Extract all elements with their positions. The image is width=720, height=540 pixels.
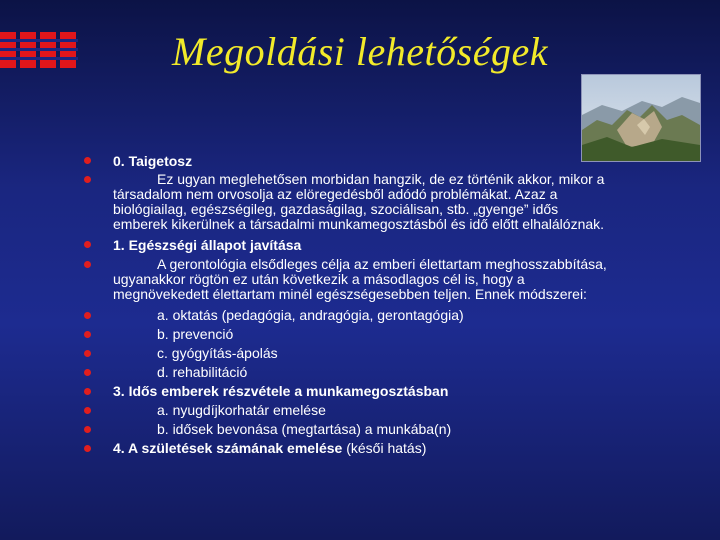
sub-item: d. rehabilitáció [157, 364, 248, 380]
text-line: megnövekedett élettartam minél egészségesebben teljen. Ennek módszerei: [113, 286, 587, 302]
bullet-icon [84, 176, 91, 183]
item-health-status: 1. Egészségi állapot javítása [113, 237, 302, 253]
sub-item: a. nyugdíjkorhatár emelése [157, 402, 326, 418]
bullet-icon [84, 331, 91, 338]
sub-item: a. oktatás (pedagógia, andragógia, gerontagógia) [157, 307, 464, 323]
sub-item: b. prevenció [157, 326, 234, 342]
slide-title: Megoldási lehetőségek [172, 29, 548, 74]
bullet-icon [84, 407, 91, 414]
item-taigetosz: 0. Taigetosz [113, 153, 193, 169]
bullet-icon [84, 388, 91, 395]
item-birth-rate-bold: 4. A születések számának emelése [113, 440, 343, 456]
sub-item: b. idősek bevonása (megtartása) a munkába(n) [157, 421, 452, 437]
sub-item: c. gyógyítás-ápolás [157, 345, 278, 361]
item-work-participation: 3. Idős emberek részvétele a munkamegosztásban [113, 383, 449, 399]
item-birth-rate-note: (késői hatás) [342, 440, 427, 456]
text-line: ugyanakkor rögtön ez után következik a másodlagos cél is, hogy a [113, 271, 525, 287]
bullet-icon [84, 241, 91, 248]
text-line: biológiailag, egészségileg, gazdaságilag, szociálisan, stb. „gyenge” idős [113, 201, 559, 217]
bullet-icon [84, 445, 91, 452]
text-line: A gerontológia elsődleges célja az emberi élettartam meghosszabbítása, [157, 256, 607, 272]
bullet-icon [84, 157, 91, 164]
bullet-icon [84, 350, 91, 357]
text-line: emberek kikerülnek a társadalmi munkamegosztásból és idő előtt elhalálóznak. [113, 216, 605, 232]
bullet-icon [84, 261, 91, 268]
bullet-icon [84, 369, 91, 376]
bullet-icon [84, 426, 91, 433]
item-birth-rate [113, 441, 426, 456]
bullet-icon [84, 312, 91, 319]
text-line: Ez ugyan meglehetősen morbidan hangzik, de ez történik akkor, mikor a [157, 171, 605, 187]
text-line: társadalom nem orvosolja az elöregedésből adódó problémákat. Azaz a [113, 186, 558, 202]
